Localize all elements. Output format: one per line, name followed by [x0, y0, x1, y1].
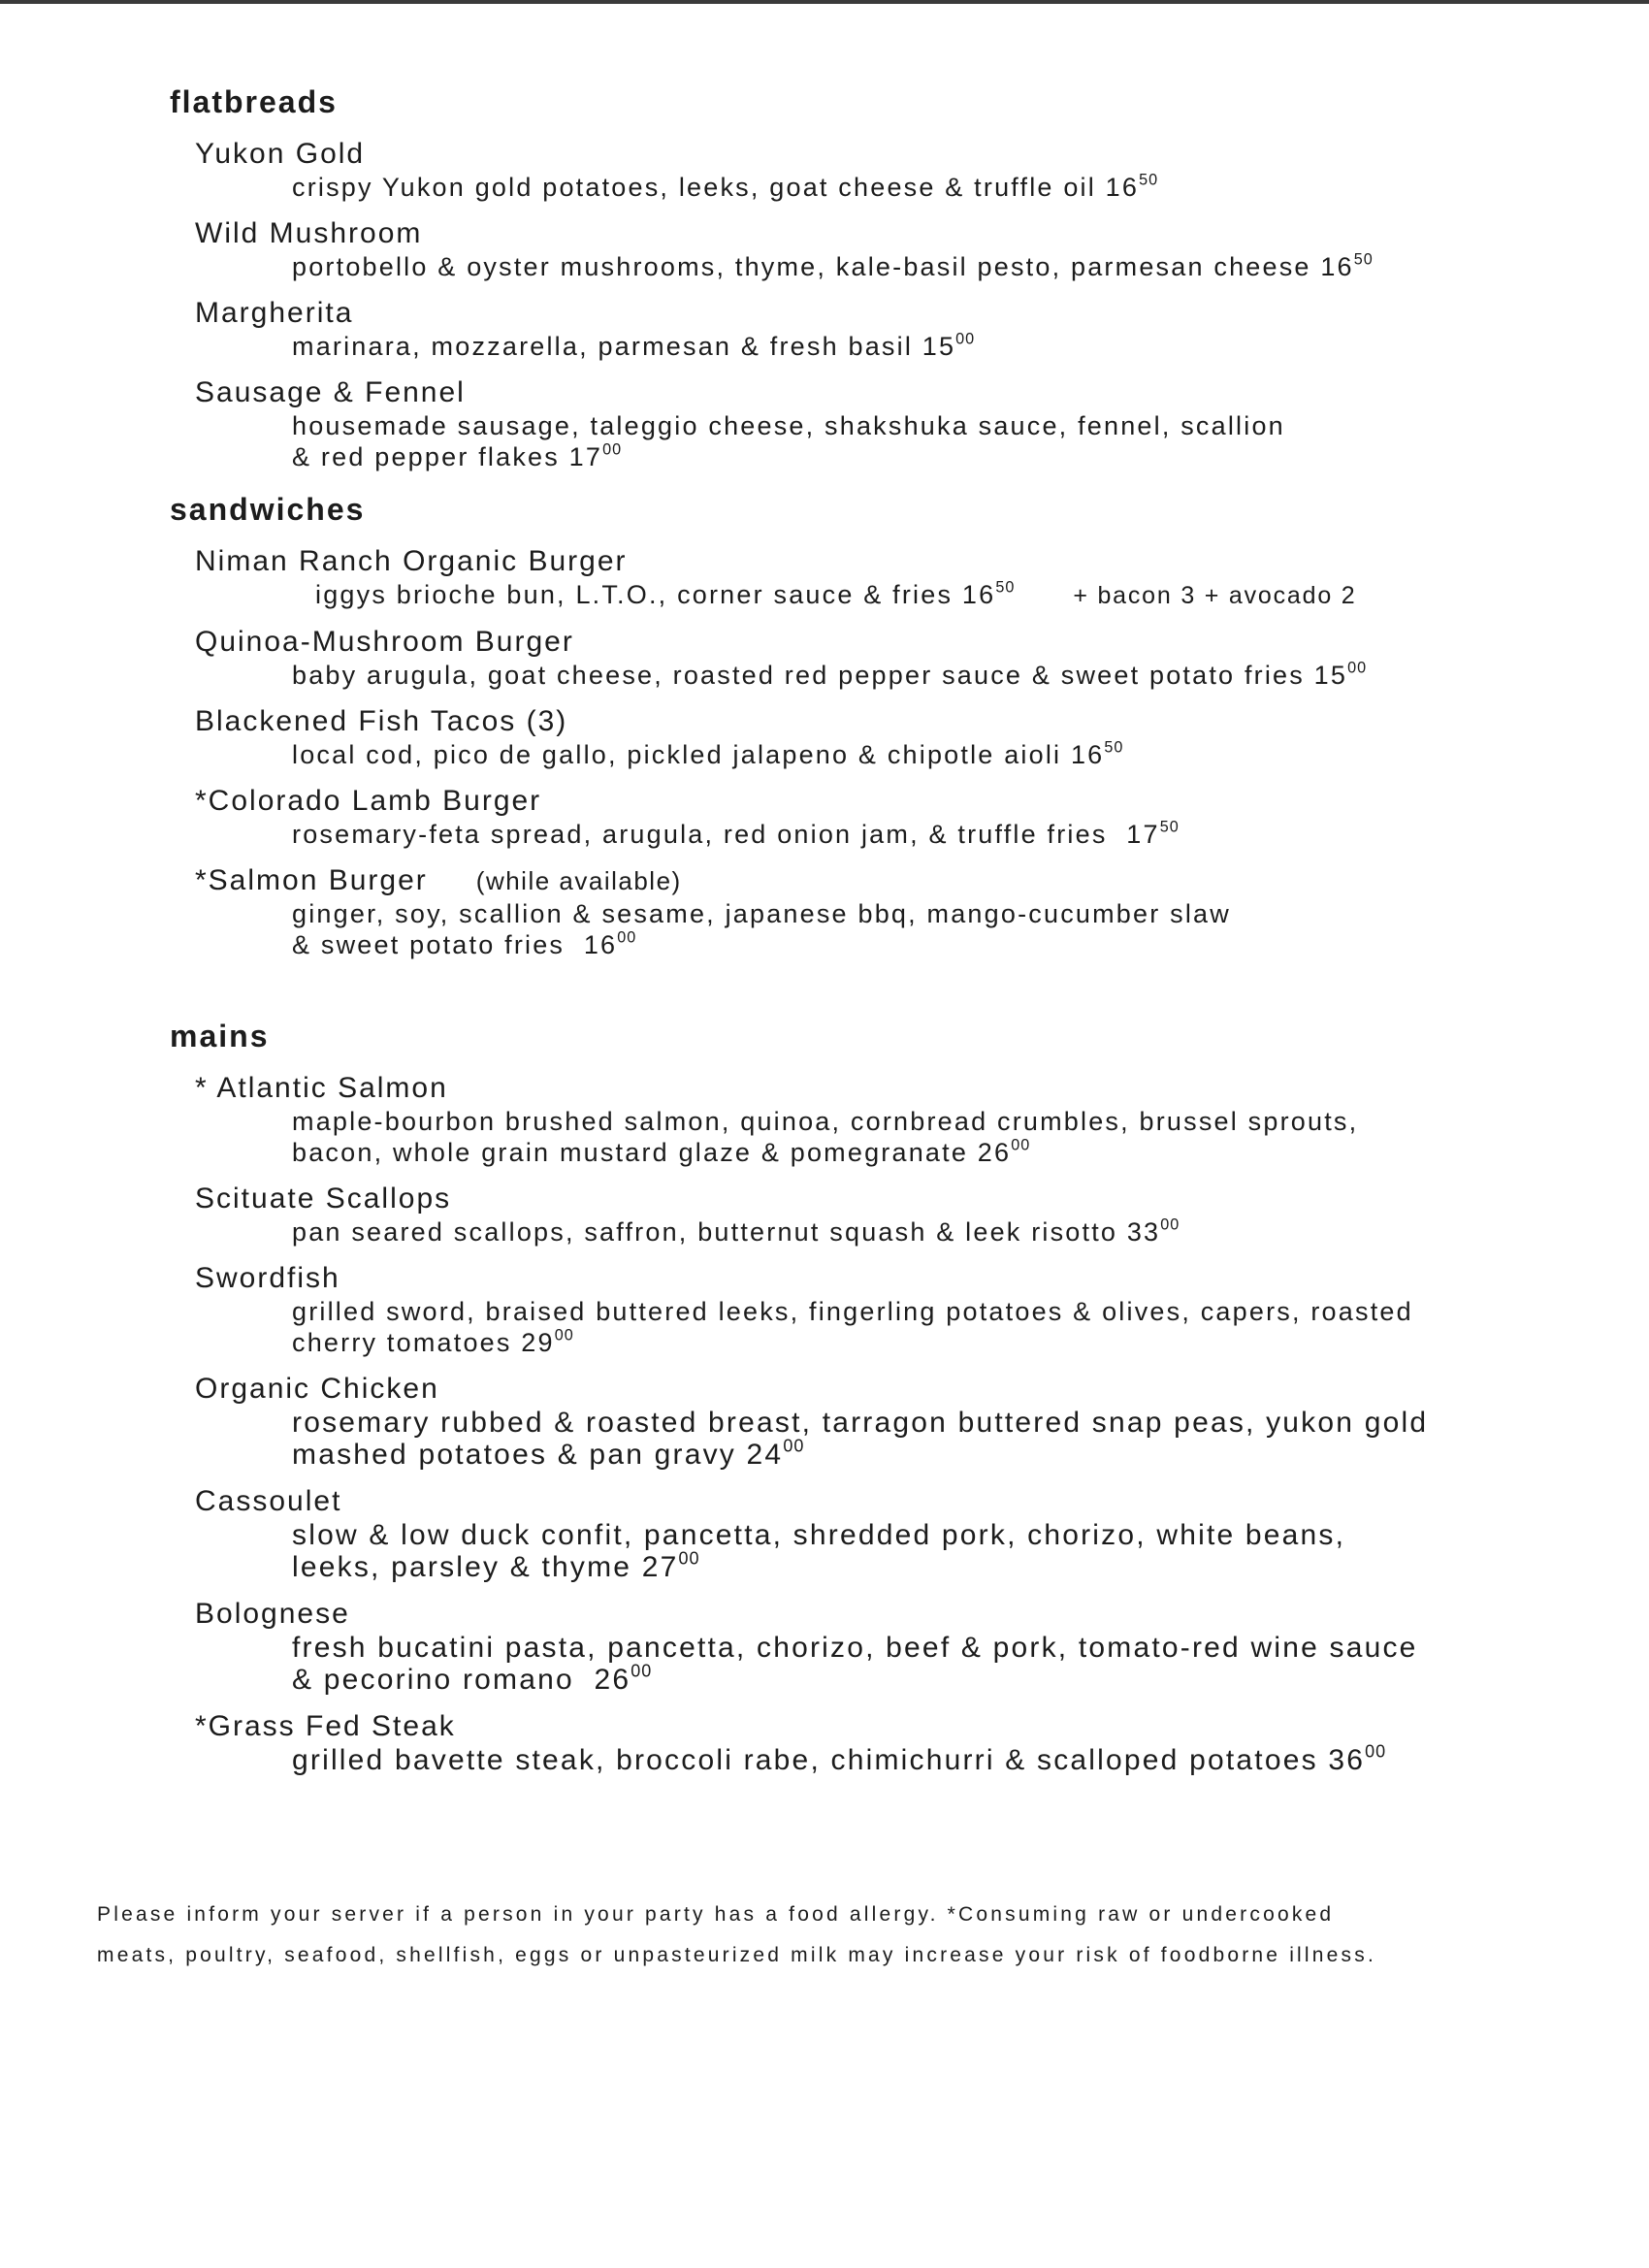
- allergy-disclaimer: [97, 1895, 1591, 1976]
- menu-item: [195, 1261, 1547, 1358]
- item-name: Blackened Fish Tacos (3): [195, 705, 568, 737]
- menu-item: [195, 625, 1547, 691]
- item-name: Cassoulet: [195, 1485, 342, 1517]
- item-name: Niman Ranch Organic Burger: [195, 545, 628, 577]
- item-price: $16^{50}$: [1105, 171, 1159, 202]
- menu-item: [195, 544, 1547, 611]
- item-price: $17^{50}$: [1126, 818, 1180, 849]
- item-price: $16^{00}$: [583, 928, 637, 959]
- item-description: rosemary rubbed & roasted breast, tarragon buttered snap peas, yukon gold mashed potatoes & pan gravy $24^{00}$: [292, 1407, 1429, 1471]
- item-description: baby arugula, goat cheese, roasted red pepper sauce & sweet potato fries $15^{00}$: [292, 659, 1368, 690]
- item-description: pan seared scallops, saffron, butternut squash & leek risotto $33^{00}$: [292, 1215, 1180, 1247]
- item-name: Swordfish: [195, 1262, 340, 1294]
- item-price: $29^{00}$: [521, 1326, 574, 1357]
- item-price: $16^{50}$: [1320, 250, 1374, 281]
- menu-item: [195, 1597, 1547, 1696]
- menu: [170, 82, 1547, 1794]
- item-name: *Salmon Burger (while available): [195, 864, 682, 896]
- item-description: crispy Yukon gold potatoes, leeks, goat cheese & truffle oil $16^{50}$: [292, 171, 1159, 202]
- item-price: $16^{50}$: [1070, 738, 1124, 769]
- item-description: slow & low duck confit, pancetta, shredded pork, chorizo, white beans, leeks, parsley & thyme $27^{00}$: [292, 1519, 1346, 1583]
- item-price: $15^{00}$: [1313, 659, 1368, 690]
- item-name: Wild Mushroom: [195, 217, 423, 249]
- item-description: maple-bourbon brushed salmon, quinoa, cornbread crumbles, brussel sprouts, bacon, whole grain mustard glaze & pomegranate $26^{00}$: [292, 1107, 1359, 1167]
- item-price: $36^{00}$: [1328, 1741, 1387, 1776]
- item-description: portobello & oyster mushrooms, thyme, kale-basil pesto, parmesan cheese $16^{50}$: [292, 250, 1374, 281]
- item-description: ginger, soy, scallion & sesame, japanese bbq, mango-cucumber slaw & sweet potato fries $16^{00}$: [292, 899, 1231, 959]
- menu-item: [195, 1182, 1547, 1247]
- scan-edge: [0, 0, 1649, 4]
- menu-item: [195, 137, 1547, 203]
- item-description: grilled bavette steak, broccoli rabe, chimichurri & scalloped potatoes $36^{00}$: [292, 1741, 1387, 1776]
- item-name: Margherita: [195, 297, 354, 329]
- disclaimer-line: Please inform your server if a person in your party has a food allergy. *Consuming raw or undercooked: [97, 1903, 1335, 1926]
- menu-item: [195, 863, 1547, 960]
- section-title: sandwiches: [170, 492, 366, 527]
- item-price: $17^{00}$: [568, 440, 623, 471]
- item-name: Quinoa-Mushroom Burger: [195, 626, 574, 658]
- item-name: Sausage & Fennel: [195, 376, 466, 408]
- item-description: local cod, pico de gallo, pickled jalapeno & chipotle aioli $16^{50}$: [292, 738, 1124, 769]
- item-price: $16^{50}$: [961, 578, 1016, 609]
- section-mains: [170, 1017, 1547, 1776]
- menu-item: [195, 1071, 1547, 1168]
- item-name: * Atlantic Salmon: [195, 1072, 448, 1104]
- item-name: Organic Chicken: [195, 1373, 439, 1405]
- section-title: flatbreads: [170, 84, 338, 119]
- disclaimer-line: meats, poultry, seafood, shellfish, eggs or unpasteurized milk may increase your risk of foodborne illness.: [97, 1944, 1376, 1966]
- item-price: $24^{00}$: [746, 1436, 805, 1471]
- section-sandwiches: [170, 490, 1547, 960]
- item-name: *Grass Fed Steak: [195, 1710, 456, 1742]
- menu-item: [195, 216, 1547, 282]
- item-price: $15^{00}$: [922, 330, 976, 361]
- menu-item: [195, 1709, 1547, 1776]
- item-note: (while available): [475, 866, 682, 895]
- item-name: Scituate Scallops: [195, 1183, 452, 1215]
- item-name: Bolognese: [195, 1598, 350, 1630]
- menu-item: [195, 1484, 1547, 1583]
- item-price: $33^{00}$: [1126, 1215, 1180, 1247]
- menu-item: [195, 1372, 1547, 1471]
- item-name: *Colorado Lamb Burger: [195, 785, 542, 817]
- item-description: housemade sausage, taleggio cheese, shakshuka sauce, fennel, scallion & red pepper flakes $17^{00}$: [292, 411, 1285, 471]
- section-flatbreads: [170, 82, 1547, 472]
- menu-item: [195, 704, 1547, 770]
- item-price: $26^{00}$: [594, 1661, 653, 1696]
- menu-item: [195, 784, 1547, 850]
- item-description: iggys brioche bun, L.T.O., corner sauce & fries $16^{50}$ + bacon 3 + avocado 2: [315, 578, 1357, 609]
- menu-item: [195, 375, 1547, 472]
- section-title: mains: [170, 1019, 270, 1053]
- item-name: Yukon Gold: [195, 138, 366, 170]
- item-description: marinara, mozzarella, parmesan & fresh basil $15^{00}$: [292, 330, 976, 361]
- item-description: rosemary-feta spread, arugula, red onion jam, & truffle fries $17^{50}$: [292, 818, 1180, 849]
- item-price: $26^{00}$: [977, 1136, 1031, 1167]
- item-description: grilled sword, braised buttered leeks, fingerling potatoes & olives, capers, roasted cherry tomatoes $29^{00}$: [292, 1297, 1413, 1357]
- item-description: fresh bucatini pasta, pancetta, chorizo, beef & pork, tomato-red wine sauce & pecorino romano $26^{00}$: [292, 1632, 1418, 1696]
- item-addons: + bacon 3 + avocado 2: [1073, 582, 1357, 609]
- menu-item: [195, 296, 1547, 362]
- item-price: $27^{00}$: [641, 1548, 700, 1583]
